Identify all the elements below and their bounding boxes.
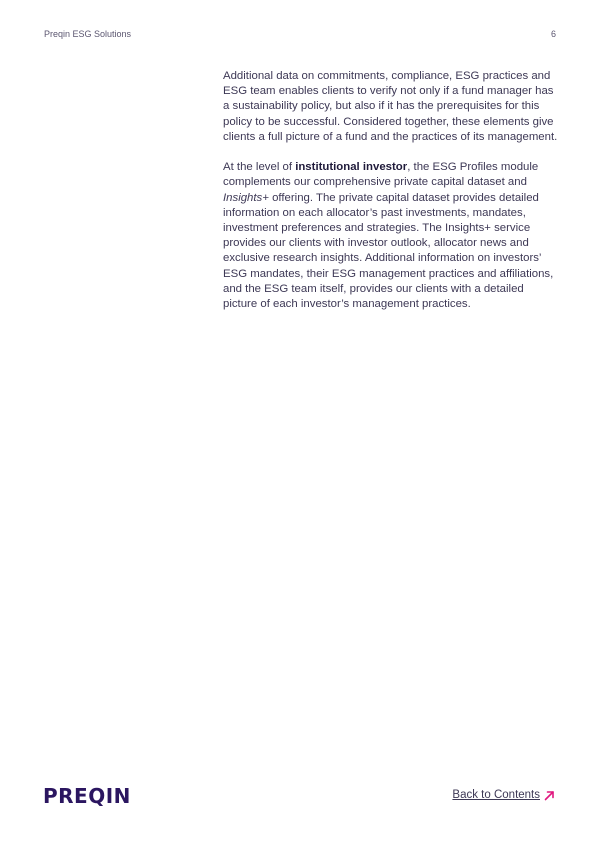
page-number: 6	[550, 29, 556, 39]
paragraph-text: , the ESG Profiles module complements our comprehensive private capital dataset and	[223, 161, 539, 189]
paragraph-text: At the level of	[223, 161, 296, 174]
paragraph-text: offering. The private capital dataset provides detailed information on each allocator’s past investments, mandates, investment preferences and strategies. The Insights+ service provides our clients with investor outlook, allocator news and exclusive research insights. Additional information on investors’ ESG mandates, their ESG management practices and affiliations, and the ESG team itself, provides our clients with a detailed picture of each investor’s management practices.	[223, 191, 554, 311]
main-content	[223, 69, 559, 327]
italic-term: Insights+	[223, 191, 269, 204]
back-to-contents-link[interactable]	[452, 789, 555, 801]
logo-wordmark: PREQIN	[43, 784, 131, 808]
paragraph-institutional-investor	[223, 160, 559, 312]
back-to-contents-label[interactable]: Back to Contents	[452, 789, 540, 801]
page-header	[44, 27, 556, 41]
paragraph-commitments: Additional data on commitments, compliance, ESG practices and ESG team enables clients to verify not only if a fund manager has a sustainability policy, but also if it has the prerequisites for this policy to be successful. Considered together, these elements give clients a full picture of a fund and the practices of its management.	[223, 70, 558, 143]
bold-term: institutional investor	[295, 161, 408, 174]
arrow-up-right-icon	[544, 790, 555, 801]
preqin-logo	[43, 785, 131, 807]
document-title: Preqin ESG Solutions	[44, 29, 132, 39]
